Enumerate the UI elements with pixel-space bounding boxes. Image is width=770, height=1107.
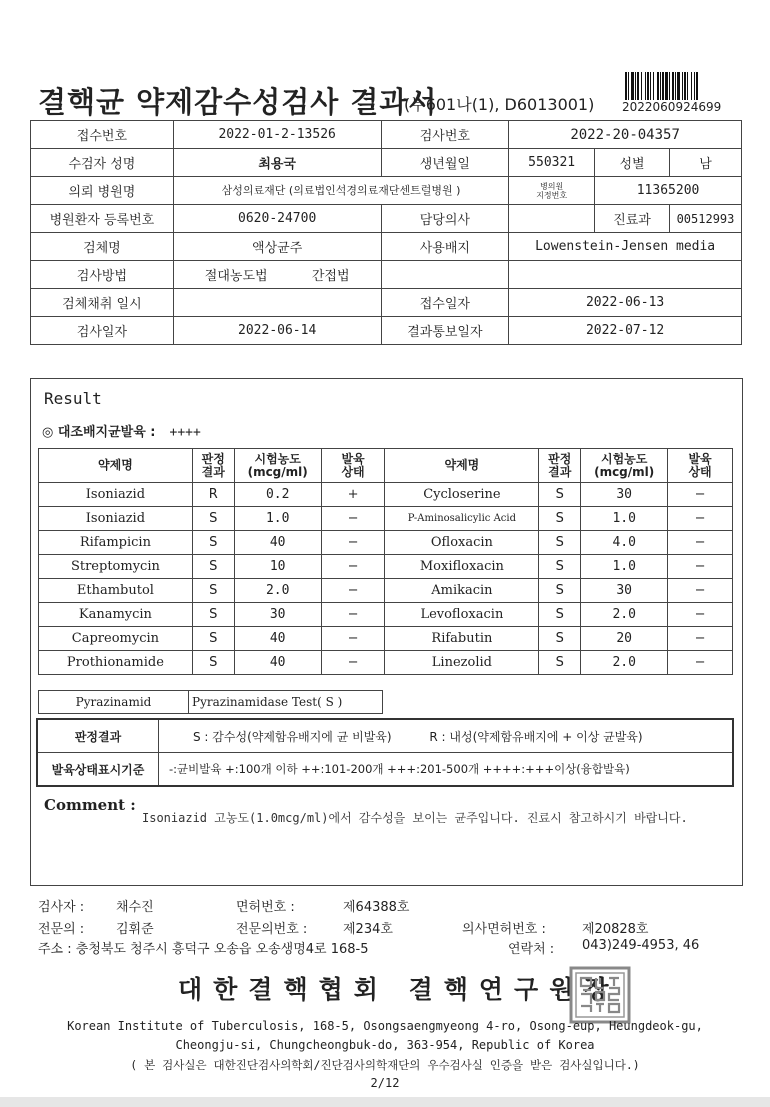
judge-right: S <box>539 555 581 579</box>
receipt-no: 2022-01-2-13526 <box>173 121 381 149</box>
specimen-value: 액상균주 <box>173 233 381 261</box>
conc-left: 40 <box>234 627 321 651</box>
pza-label: Pyrazinamid <box>39 691 189 714</box>
specialist-name: 김휘준 <box>116 922 154 937</box>
drug-row <box>39 507 733 531</box>
recv-date: 2022-06-13 <box>509 289 742 317</box>
header-growth <box>321 449 385 483</box>
growth-right: − <box>668 483 733 507</box>
spec-no-label: 전문의번호 : <box>236 922 308 937</box>
drug-row <box>39 531 733 555</box>
drug-name-left: Capreomycin <box>39 627 193 651</box>
judge-right: S <box>539 483 581 507</box>
header-growth-2: 상태 <box>688 464 712 479</box>
hospital-code: 11365200 <box>595 177 742 205</box>
drug-name-right: Linezolid <box>385 651 539 675</box>
method-value <box>173 261 381 289</box>
organization-address-2: Cheongju-si, Chungcheongbuk-do, 363-954, Republic of Korea <box>175 1038 595 1052</box>
drug-row <box>39 483 733 507</box>
page-number: 2/12 <box>370 1076 400 1090</box>
judge-left: S <box>192 531 234 555</box>
medium-value: Lowenstein-Jensen media <box>509 233 742 261</box>
method-2: 간접법 <box>311 269 350 284</box>
drug-name-right: Levofloxacin <box>385 603 539 627</box>
report-date: 2022-07-12 <box>509 317 742 345</box>
official-seal-icon <box>569 966 631 1024</box>
hospital-code-label-2: 지정번호 <box>536 190 568 200</box>
drug-row <box>39 627 733 651</box>
header-conc <box>581 449 668 483</box>
doc-license-label: 의사면허번호 : <box>462 922 546 937</box>
collect-label: 검체채취 일시 <box>31 289 174 317</box>
hospital-label: 의뢰 병원명 <box>31 177 174 205</box>
judge-left: S <box>192 555 234 579</box>
judge-left: S <box>192 579 234 603</box>
doctor-label: 담당의사 <box>381 205 509 233</box>
judge-right: S <box>539 651 581 675</box>
test-no: 2022-20-04357 <box>509 121 742 149</box>
drug-name-left: Kanamycin <box>39 603 193 627</box>
judge-left: S <box>192 603 234 627</box>
drug-name-right: P-Aminosalicylic Acid <box>385 507 539 531</box>
growth-left: − <box>321 507 385 531</box>
bottom-bar <box>0 1097 770 1107</box>
judge-right: S <box>539 531 581 555</box>
header-judge <box>192 449 234 483</box>
contact: 043)249-4953, 46 <box>582 938 700 953</box>
method-label: 검사방법 <box>31 261 174 289</box>
header-growth-2: 상태 <box>341 464 365 479</box>
growth-std-value <box>159 753 734 787</box>
drug-name-left: Isoniazid <box>39 483 193 507</box>
header-judge-1: 판정 <box>201 451 225 466</box>
drug-susceptibility-table <box>38 448 733 675</box>
conc-right: 30 <box>581 483 668 507</box>
pza-value: Pyrazinamidase Test( S ) <box>189 691 383 714</box>
judge-right: S <box>539 603 581 627</box>
certification-note: ( 본 검사실은 대한진단검사의학회/진단검사의학재단의 우수검사실 인증을 받은 검사실입니다.) <box>130 1058 640 1072</box>
barcode-number: 2022060924699 <box>622 100 722 114</box>
conc-right: 2.0 <box>581 603 668 627</box>
method-1: 절대농도법 <box>204 269 268 284</box>
hospital-code-label <box>509 177 595 205</box>
control-growth <box>42 421 201 440</box>
patient-name: 최용국 <box>173 149 381 177</box>
header-judge <box>539 449 581 483</box>
growth-std: -:균비발육 +:100개 이하 ++:101-200개 +++:201-500개 ++++:+++이상(융합발육) <box>169 762 630 776</box>
growth-right: − <box>668 579 733 603</box>
patient-info-table <box>30 120 742 345</box>
header-judge-2: 결과 <box>548 464 572 479</box>
birth-date: 550321 <box>509 149 595 177</box>
header-conc-1: 시험농도 <box>254 451 301 466</box>
hospital-code-label-1: 병의원 <box>540 181 564 191</box>
growth-std-label: 발육상태표시기준 <box>37 753 159 787</box>
reg-no: 0620-24700 <box>173 205 381 233</box>
header-drug: 약제명 <box>385 449 539 483</box>
header-conc-1: 시험농도 <box>600 451 648 466</box>
growth-left: − <box>321 555 385 579</box>
tester-label: 검사자 : <box>38 900 85 915</box>
growth-left: − <box>321 603 385 627</box>
drug-row <box>39 579 733 603</box>
judge-r: R : 내성(약제함유배지에 + 이상 균발육) <box>429 729 643 744</box>
conc-right: 2.0 <box>581 651 668 675</box>
receipt-no-label: 접수번호 <box>31 121 174 149</box>
empty-cell <box>509 261 742 289</box>
test-no-label: 검사번호 <box>381 121 509 149</box>
header-growth <box>668 449 733 483</box>
drug-row <box>39 555 733 579</box>
drug-name-left: Ethambutol <box>39 579 193 603</box>
drug-name-right: Ofloxacin <box>385 531 539 555</box>
dept-value: 00512993 <box>669 205 741 233</box>
conc-right: 4.0 <box>581 531 668 555</box>
growth-right: − <box>668 603 733 627</box>
growth-right: − <box>668 555 733 579</box>
growth-right: − <box>668 627 733 651</box>
conc-left: 30 <box>234 603 321 627</box>
header-growth-1: 발육 <box>341 451 365 466</box>
conc-left: 10 <box>234 555 321 579</box>
conc-left: 1.0 <box>234 507 321 531</box>
header-growth-1: 발육 <box>688 451 712 466</box>
judge-right: S <box>539 507 581 531</box>
judge-s: S : 감수성(약제함유배지에 균 비발육) <box>193 729 392 744</box>
specimen-label: 검체명 <box>31 233 174 261</box>
contact-label: 연락처 : <box>508 942 555 957</box>
conc-left: 40 <box>234 531 321 555</box>
judge-right: S <box>539 579 581 603</box>
judge-right: S <box>539 627 581 651</box>
sex-label: 성별 <box>595 149 670 177</box>
header-conc-2: (mcg/ml) <box>247 464 308 479</box>
judge-result-label: 판정결과 <box>37 719 159 753</box>
judge-left: S <box>192 507 234 531</box>
empty-cell <box>381 261 509 289</box>
header-conc-2: (mcg/ml) <box>594 464 655 479</box>
growth-left: − <box>321 627 385 651</box>
drug-name-left: Prothionamide <box>39 651 193 675</box>
patient-label: 수검자 성명 <box>31 149 174 177</box>
control-growth-label: ◎ 대조배지균발육 : <box>42 425 156 440</box>
judge-left: R <box>192 483 234 507</box>
header-drug: 약제명 <box>39 449 193 483</box>
doc-license: 제20828호 <box>582 922 649 937</box>
specialist-label: 전문의 : <box>38 922 85 937</box>
judge-result-value <box>159 719 734 753</box>
legend-table <box>36 718 734 787</box>
pyrazinamide-table <box>38 690 383 714</box>
tester-name: 채수진 <box>116 900 154 915</box>
drug-name-right: Cycloserine <box>385 483 539 507</box>
growth-left: + <box>321 483 385 507</box>
judge-left: S <box>192 651 234 675</box>
growth-right: − <box>668 531 733 555</box>
test-date: 2022-06-14 <box>173 317 381 345</box>
organization-name: 대한결핵협회 결핵연구원장 <box>178 975 620 1004</box>
dept-label: 진료과 <box>595 205 670 233</box>
collect-value <box>173 289 381 317</box>
drug-name-right: Amikacin <box>385 579 539 603</box>
growth-right: − <box>668 507 733 531</box>
drug-name-right: Rifabutin <box>385 627 539 651</box>
document-title: 결핵균 약제감수성검사 결과서 <box>38 85 438 119</box>
conc-right: 20 <box>581 627 668 651</box>
drug-row <box>39 651 733 675</box>
conc-right: 1.0 <box>581 555 668 579</box>
report-date-label: 결과통보일자 <box>381 317 509 345</box>
comment-label: Comment : <box>44 796 136 814</box>
comment-text: Isoniazid 고농도(1.0mcg/ml)에서 감수성을 보이는 균주입니다. 진료시 참고하시기 바랍니다. <box>142 811 688 825</box>
medium-label: 사용배지 <box>381 233 509 261</box>
birth-label: 생년월일 <box>381 149 509 177</box>
license-no: 제64388호 <box>343 900 410 915</box>
drug-name-right: Moxifloxacin <box>385 555 539 579</box>
barcode-icon <box>625 72 729 100</box>
growth-left: − <box>321 651 385 675</box>
reg-no-label: 병원환자 등록번호 <box>31 205 174 233</box>
header-judge-2: 결과 <box>201 464 225 479</box>
header-conc <box>234 449 321 483</box>
spec-no: 제234호 <box>343 922 393 937</box>
doctor-name <box>509 205 595 233</box>
result-label: Result <box>44 389 102 408</box>
conc-left: 2.0 <box>234 579 321 603</box>
conc-right: 30 <box>581 579 668 603</box>
growth-left: − <box>321 531 385 555</box>
test-date-label: 검사일자 <box>31 317 174 345</box>
growth-left: − <box>321 579 385 603</box>
conc-left: 0.2 <box>234 483 321 507</box>
organization-address-1: Korean Institute of Tuberculosis, 168-5, Osongsaengmyeong 4-ro, Osong-eup, Heungdeok-gu, <box>67 1019 703 1033</box>
drug-name-left: Isoniazid <box>39 507 193 531</box>
recv-date-label: 접수일자 <box>381 289 509 317</box>
control-growth-value: ++++ <box>169 425 201 440</box>
growth-right: − <box>668 651 733 675</box>
drug-name-left: Rifampicin <box>39 531 193 555</box>
drug-row <box>39 603 733 627</box>
document-code: (누601나(1), D6013001) <box>404 95 595 114</box>
conc-right: 1.0 <box>581 507 668 531</box>
sex-value: 남 <box>669 149 741 177</box>
header-judge-1: 판정 <box>548 451 572 466</box>
drug-rows <box>39 483 733 675</box>
license-label: 면허번호 : <box>236 900 295 915</box>
address: 주소 : 충청북도 청주시 흥덕구 오송읍 오송생명4로 168-5 <box>38 942 369 957</box>
judge-left: S <box>192 627 234 651</box>
hospital-name: 삼성의료재단 (의료법인석경의료재단센트럴병원 ) <box>173 177 508 205</box>
conc-left: 40 <box>234 651 321 675</box>
drug-name-left: Streptomycin <box>39 555 193 579</box>
